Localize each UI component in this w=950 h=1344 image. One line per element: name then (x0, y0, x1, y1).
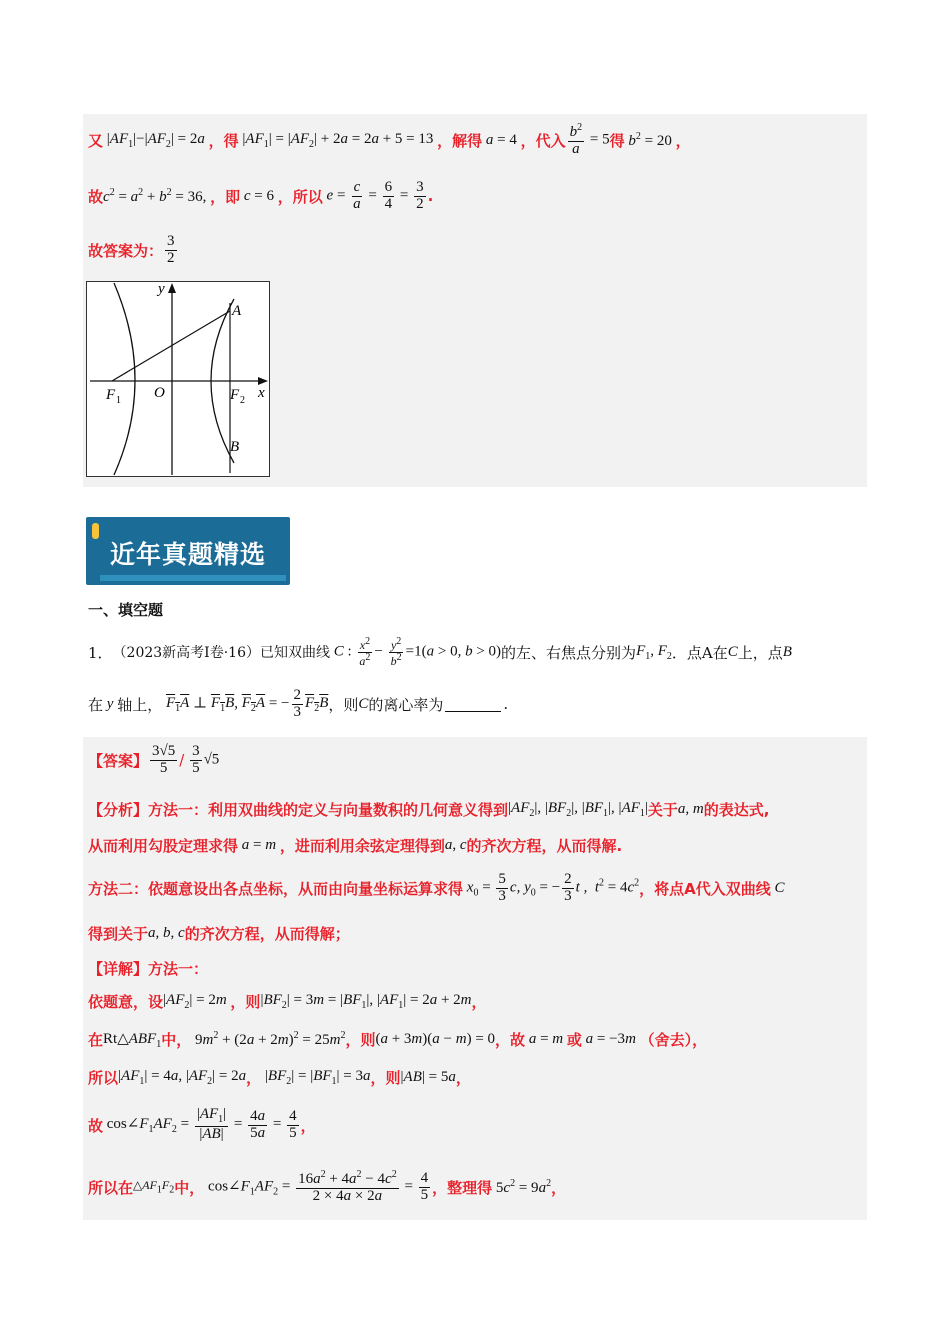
label-F2: F (230, 387, 240, 403)
label-A: A (232, 303, 242, 319)
hyperbola-equation: C : $\frac{x^2}{a^2}$ − $\frac{y^2}{b^2}$ =1(a > 0, b > 0) (333, 635, 502, 668)
problem-line-1: 1． （2023新高考Ⅰ卷·16）已知双曲线 C : $\frac{x^2}{a^2}$ − $\frac{y^2}{b^2}$ =1(a > 0, b > 0) 的左、右焦点分别为 $F_1$, $F_2$ ．点A在 C 上，点 B (88, 635, 792, 668)
detail-label: 【详解】方法一： (88, 959, 209, 978)
answer-value-1: $\frac{3√5}{5}$ (152, 742, 176, 776)
label-O: O (154, 385, 165, 401)
part-heading: 一、填空题 (88, 600, 164, 619)
section-title-banner (86, 517, 290, 585)
problem-line-2: 在 y 轴上， $F_1A$ ⊥ $F_1B$, $F_2A$ = − $\frac{2}{3}$ $F_2B$ ，则 C 的离心率为 . (88, 686, 509, 720)
answer-fraction: $\frac{3}{2}$ (167, 232, 175, 266)
formula: $c^2 = a^2 + b^2 = 36$, (103, 186, 211, 205)
hyperbola-figure (86, 281, 270, 477)
method2-line-1: 方法二：依题意设出各点坐标，从而由向量坐标运算求得 $x_0$ = $\frac{5}{3}$ c, $y_0$ = − $\frac{2}{3}$ t , $t^2 = 4c^2$ ，将点A代入双曲线 C (88, 870, 785, 904)
formula: $|AF_1|-|AF_2| = 2a$ (103, 130, 205, 150)
formula: $b^2 = 20$ (628, 130, 676, 149)
method2-line-2: 得到关于 a, b, c 的齐次方程，从而得解； (88, 924, 350, 943)
detail-line-5: 所以在 $\triangle AF_1F_2$ 中， $\cos\angle F_1AF_2$ = $\frac{16a^2 + 4a^2 - 4c^2}{2 \times 4a \times 2a}$ = $\frac{4}{5}$ ，整理得 $5c^2 = 9a^2$ ， (88, 1168, 567, 1204)
label-B: B (230, 439, 240, 455)
answer-line: 【答案】 $\frac{3√5}{5}$ / $\frac{3}{5}$ √5 (88, 742, 220, 776)
detail-line-3: 所以 $|AF_1| = 4a$, $|AF_2| = 2a$ ， $|BF_2| = |BF_1| = 3a$ ，则 |AB| = 5a ， (88, 1067, 471, 1087)
answer-blank (445, 697, 501, 712)
formula: c = 6 (243, 187, 278, 204)
label-x: x (258, 385, 265, 401)
formula: e = $\frac{c}{a}$ = $\frac{6}{4}$ = $\frac{3}{2}$ (326, 178, 424, 212)
label-F2-sub: 2 (240, 395, 245, 406)
detail-line-2: 在 $Rt\triangle ABF_1$ 中， $9m^2 + (2a + 2m)^2 = 25m^2$ ，则 (a + 3m)(a − m) = 0 ，故 a = m 或 a = −3m （舍去）， (88, 1029, 708, 1050)
section-title: 近年真题精选 (109, 540, 266, 569)
label-F1: F (106, 387, 116, 403)
banner-underline (100, 575, 286, 581)
formula: $\frac{b^2}{a}$ = 5 (569, 121, 610, 157)
answer-line-top: 故答案为： $\frac{3}{2}$ (88, 230, 179, 270)
label-y: y (158, 281, 165, 297)
analysis-line-2: 从而利用勾股定理求得 a = m ，进而利用余弦定理得到 a, c 的齐次方程，从而得解. (88, 836, 623, 855)
solution-line-2: 故 $c^2 = a^2 + b^2 = 36$, ，即 c = 6 ，所以 e = $\frac{c}{a}$ = $\frac{6}{4}$ = $\frac{3}{2}$ . (88, 178, 434, 212)
detail-line-4: 故 $\cos\angle F_1AF_2$ = $\frac{|AF_1|}{|AB|}$ = $\frac{4a}{5a}$ = $\frac{4}{5}$ ， (88, 1106, 316, 1142)
formula: $|AF_1| = |AF_2| + 2a = 2a + 5 = 13$ (238, 130, 438, 150)
answer-value-2: $\frac{3}{5}$ √5 (192, 742, 220, 776)
label-F1-sub: 1 (116, 395, 121, 406)
analysis-line-1: 【分析】方法一：利用双曲线的定义与向量数积的几何意义得到 $|AF_2|$, $|BF_2|$, $|BF_1|$, $|AF_1|$ 关于 a, m 的表达式, (88, 799, 770, 819)
detail-line-1: 依题意，设 $|AF_2| = 2m$ ，则 $|BF_2| = 3m = |BF_1|$, $|AF_1| = 2a + 2m$ ， (88, 991, 487, 1011)
vector-condition: $F_1A$ ⊥ $F_1B$, $F_2A$ = − $\frac{2}{3}$ $F_2B$ (165, 686, 329, 720)
formula: a = 4 (485, 131, 521, 148)
solution-line-1: 又 $|AF_1|-|AF_2| = 2a$ ，得 $|AF_1| = |AF_2| + 2a = 2a + 5 = 13$ ，解得 a = 4 ，代入 $\frac{b^2}{a}$ = 5 得 $b^2 = 20$ ， (88, 121, 691, 157)
